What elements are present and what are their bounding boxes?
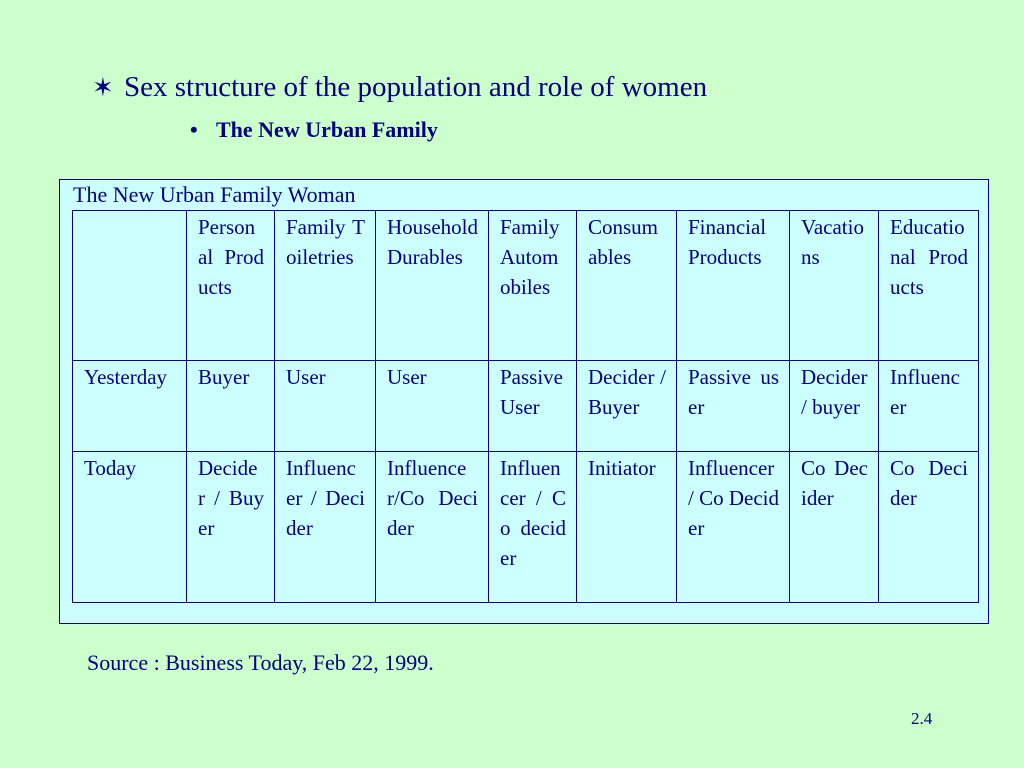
subheading bbox=[190, 117, 438, 143]
star-bullet-icon: ✶ bbox=[92, 73, 114, 102]
table-row bbox=[73, 452, 979, 603]
source-citation: Source : Business Today, Feb 22, 1999. bbox=[87, 650, 434, 675]
table-cell: Decider / buyer bbox=[790, 361, 879, 452]
column-header: Educational Products bbox=[879, 211, 979, 361]
table-panel bbox=[59, 179, 989, 624]
table-cell: Passive User bbox=[489, 361, 577, 452]
table-cell: Decider / Buyer bbox=[577, 361, 677, 452]
table-cell: User bbox=[275, 361, 376, 452]
table-cell: Influencer / Decider bbox=[275, 452, 376, 603]
table-row bbox=[73, 361, 979, 452]
row-label: Yesterday bbox=[73, 361, 187, 452]
table-cell: Decider / Buyer bbox=[187, 452, 275, 603]
slide-heading bbox=[92, 70, 707, 105]
table-cell: User bbox=[376, 361, 489, 452]
table-cell: Passive user bbox=[677, 361, 790, 452]
column-header: Vacations bbox=[790, 211, 879, 361]
column-header: Consumables bbox=[577, 211, 677, 361]
table-cell: Influencer/Co Decider bbox=[376, 452, 489, 603]
table-cell: Co Decider bbox=[879, 452, 979, 603]
column-header: Financial Products bbox=[677, 211, 790, 361]
column-header: Family Toiletries bbox=[275, 211, 376, 361]
subheading-text: The New Urban Family bbox=[216, 117, 438, 142]
table-title: The New Urban Family Woman bbox=[73, 182, 356, 207]
column-header: Personal Products bbox=[187, 211, 275, 361]
heading-text: Sex structure of the population and role of women bbox=[124, 71, 708, 103]
table-cell: Co Decider bbox=[790, 452, 879, 603]
row-label: Today bbox=[73, 452, 187, 603]
table-cell: Initiator bbox=[577, 452, 677, 603]
table-header-row bbox=[73, 211, 979, 361]
table-cell: Buyer bbox=[187, 361, 275, 452]
page-number: 2.4 bbox=[911, 709, 933, 728]
bullet-dot: • bbox=[190, 117, 198, 142]
column-header: Household Durables bbox=[376, 211, 489, 361]
column-header bbox=[73, 211, 187, 361]
table-cell: Influencer / Co Decider bbox=[677, 452, 790, 603]
column-header: Family Automobiles bbox=[489, 211, 577, 361]
table-cell: Influencer / Co decider bbox=[489, 452, 577, 603]
table-cell: Influencer bbox=[879, 361, 979, 452]
role-table bbox=[72, 210, 979, 603]
